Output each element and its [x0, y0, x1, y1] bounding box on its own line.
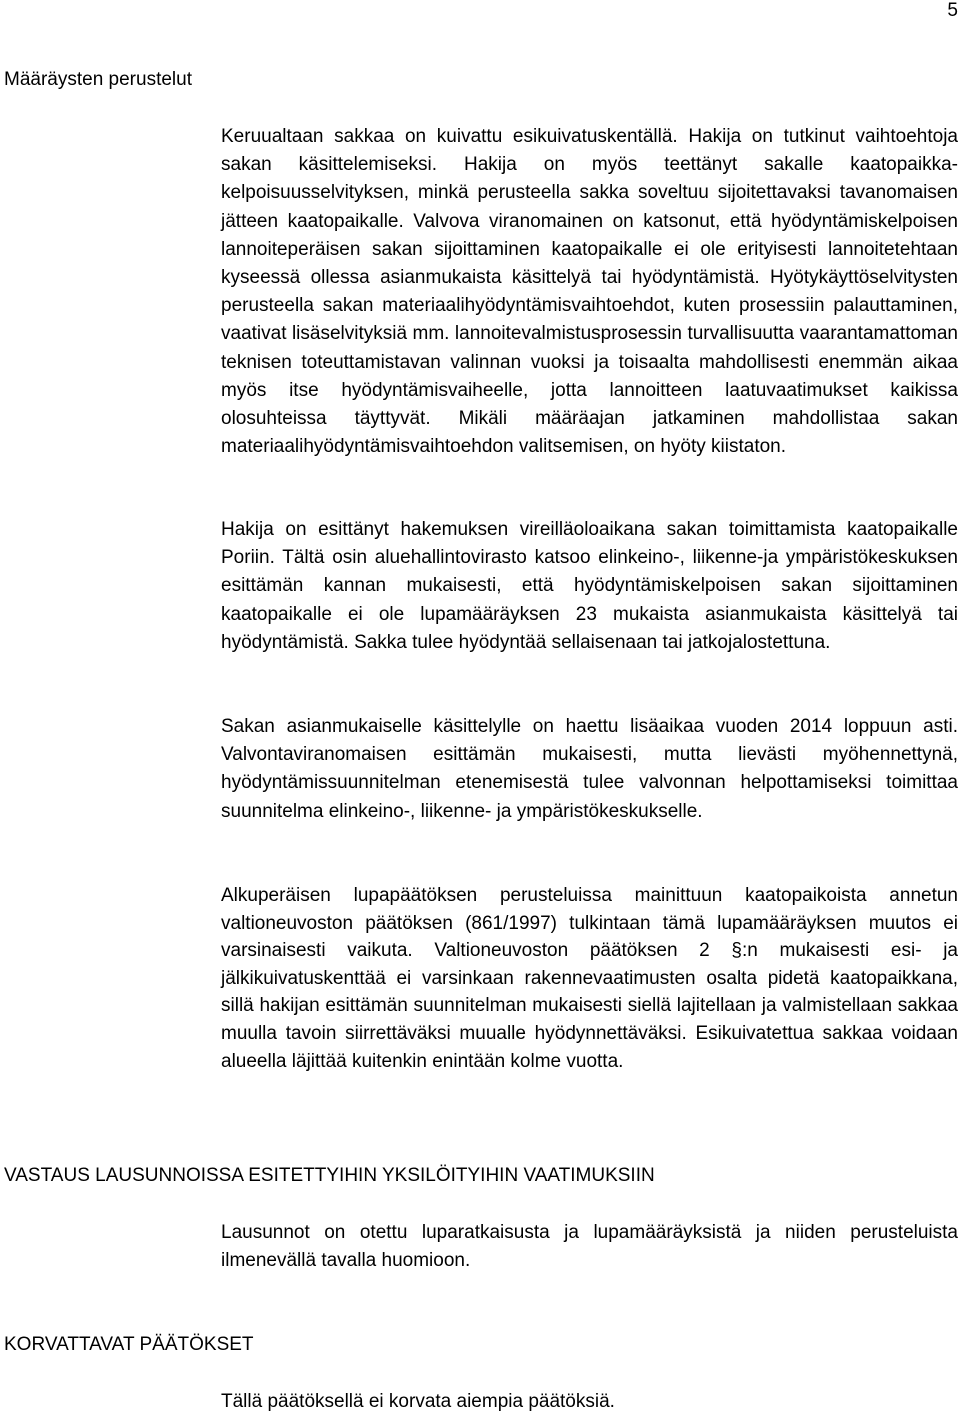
paragraph: Hakija on esittänyt hakemuksen vireilläoloaikana sakan toimittamista kaatopaikalle Poriin. Tältä osin aluehallintovirasto katsoo elinkeino-, liikenne-ja ympäristökeskuksen esittämän kannan mukaisesti, että hyödyntämiskelpoisen sakan sijoittaminen kaatopaikalle ei ole lupamääräyksen 23 mukaista asianmukaista käsittelyä tai hyödyntämistä. Sakka tulee hyödyntää sellaisenaan tai jatkojalostettuna. [221, 519, 958, 653]
paragraph: Sakan asianmukaiselle käsittelylle on haettu lisäaikaa vuoden 2014 loppuun asti. Valvontaviranomaisen esittämän mukaisesti, mutta lievästi myöhennettynä, hyödyntämissuunnitelman etenemisestä tulee valvonnan helpottamiseksi toimittaa suunnitelma elinkeino-, liikenne- ja ympäristökeskukselle. [221, 716, 958, 822]
paragraph: Keruualtaan sakkaa on kuivattu esikuivatuskentällä. Hakija on tutkinut vaihtoehtoja sakan käsittelemiseksi. Hakija on myös teettänyt sakalle kaatopaikkakelpoisuusselvityksen, minkä perusteella sakka soveltuu sijoitettavaksi tavanomaisen jätteen kaatopaikalle. Valvova viranomainen on katsonut, että hyödyntämiskelpoisen lannoiteperäisen sakan sijoittaminen kaatopaikalle ei ole erityisesti lannoitetehtaan kyseessä ollessa asianmukaista käsittelyä tai hyödyntämistä. Hyötykäyttöselvitysten perusteella sakan materiaalihyödyntämisvaihtoehdot, kuten prosessiin palauttaminen, vaativat lisäselvityksiä mm. lannoitevalmistusprosessin turvallisuutta vaarantamattoman teknisen toteuttamistavan valinnan vuoksi ja toisaalta mahdollisesti enemmän aikaa myös itse hyödyntämisvaiheelle, jotta lannoitteen laatuvaatimukset kaikissa olosuhteissa täyttyvät. Mikäli määräajan jatkaminen mahdollistaa sakan materiaalihyödyntämisvaihtoehdon valitsemisen, on hyöty kiistaton. [221, 126, 958, 458]
section-body-korvattavat-paatokset [221, 1388, 958, 1416]
paragraph: Alkuperäisen lupapäätöksen perusteluissa mainittuun kaatopaikoista annetun valtioneuvoston päätöksen (861/1997) tulkintaan tämä lupamääräyksen muutos ei varsinaisesti vaikuta. Valtioneuvoston päätöksen 2 §:n mukaisesti esi- ja jälkikuivatuskenttää ei varsinkaan rakennevaatimusten osalta pidetä kaatopaikkana, sillä hakijan esittämän suunnitelman mukaisesti siellä lajitellaan ja valmistellaan sakkaa muulla tavoin siirrettäväksi muualle hyödynnettäväksi. Esikuivatettua sakkaa voidaan alueella läjittää kuitenkin enintään kolme vuotta. [221, 885, 958, 1072]
section-heading-maaraysten-perustelut: Määräysten perustelut [4, 69, 192, 90]
section-heading-vastaus-lausunnoissa: VASTAUS LAUSUNNOISSA ESITETTYIHIN YKSILÖITYIHIN VAATIMUKSIIN [4, 1165, 655, 1186]
page-number: 5 [947, 0, 958, 21]
section-heading-korvattavat-paatokset: KORVATTAVAT PÄÄTÖKSET [4, 1334, 254, 1355]
section-body-maaraysten-perustelut [221, 123, 958, 461]
section-body-vastaus-lausunnoissa [221, 1219, 958, 1275]
section-body-maaraysten-perustelut-2 [221, 516, 958, 657]
section-body-maaraysten-perustelut-3 [221, 713, 958, 826]
paragraph: Lausunnot on otettu luparatkaisusta ja lupamääräyksistä ja niiden perusteluista ilmenevällä tavalla huomioon. [221, 1222, 958, 1272]
section-body-maaraysten-perustelut-4 [221, 882, 958, 1075]
paragraph: Tällä päätöksellä ei korvata aiempia päätöksiä. [221, 1391, 615, 1412]
